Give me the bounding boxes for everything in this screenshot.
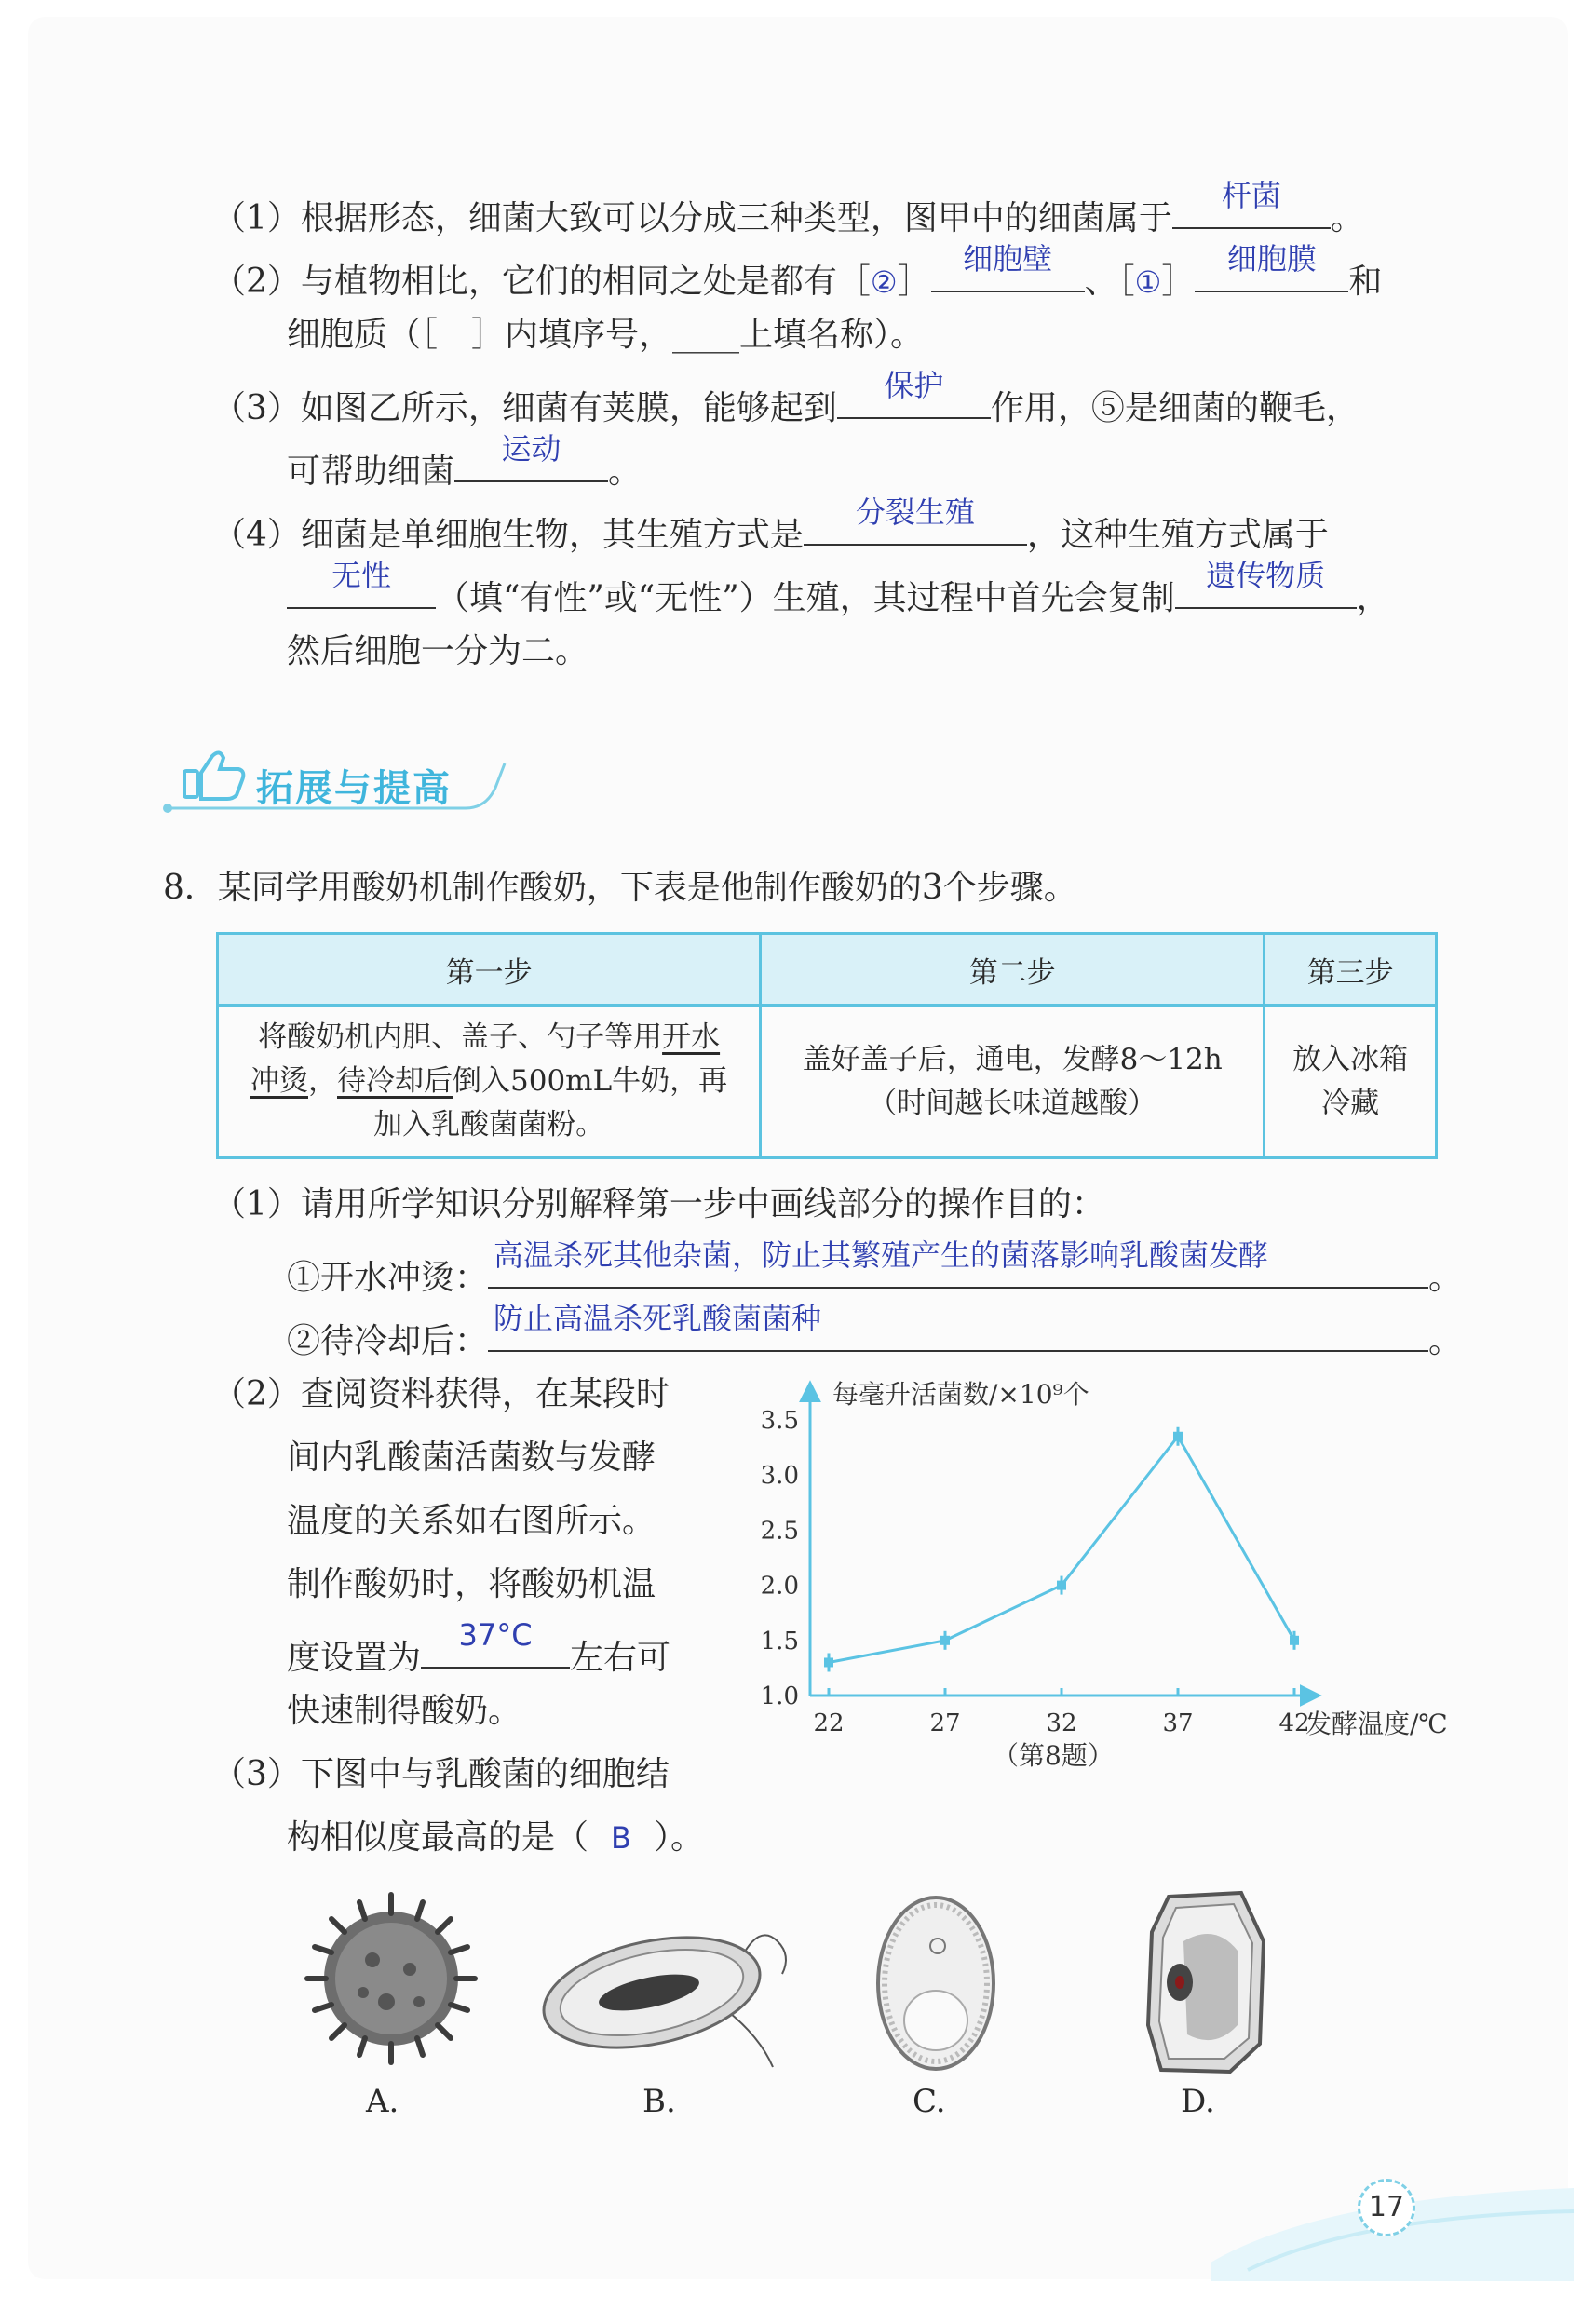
q7-part3-line2: 可帮助细菌 运动 。 [287, 439, 642, 494]
answer-text: 运动 [501, 431, 561, 466]
table-header-cell: 第一步 [218, 934, 761, 1006]
data-point [824, 1657, 833, 1667]
q8-part1-ii: ②待冷却后： 防止高温杀死乳酸菌菌种 。 [287, 1309, 1462, 1364]
q8-stem: 8．某同学用酸奶机制作酸奶，下表是他制作酸奶的3个步骤。 [163, 869, 1077, 907]
q7-p3-blank-1[interactable] [837, 368, 991, 419]
x-axis-label: 发酵温度/℃ [1305, 1709, 1448, 1739]
x-tick-label: 22 [813, 1709, 845, 1737]
q7-p3-blank-2[interactable] [454, 431, 608, 482]
q7-part2: （2）与植物相比，它们的相同之处是都有［②］ 细胞壁 、［①］ 细胞膜 和 [212, 250, 1382, 304]
q8-part1: （1）请用所学知识分别解释第一步中画线部分的操作目的： [212, 1185, 1105, 1223]
answer-number: ① [1134, 264, 1162, 300]
q8-part2-line1: （2）查阅资料获得，在某段时 [212, 1375, 670, 1413]
data-point [1173, 1432, 1183, 1441]
y-tick-label: 2.0 [760, 1572, 799, 1601]
q7-p1-text: （1）根据形态，细菌大致可以分成三种类型，图甲中的细菌属于 [212, 199, 1172, 237]
q7-part2-line2: 细胞质（［ ］内填序号，____上填名称）。 [287, 316, 925, 354]
y-tick-label: 1.0 [760, 1682, 799, 1710]
data-point [940, 1636, 950, 1645]
q7-p2-blank-1[interactable] [931, 241, 1085, 292]
q7-p4-blank-3[interactable] [1175, 558, 1357, 609]
data-point [1290, 1636, 1299, 1645]
data-point [1057, 1581, 1066, 1590]
virus-figure [298, 1885, 484, 2072]
q8-part3-line1: （3）下图中与乳酸菌的细胞结 [212, 1755, 670, 1793]
table-header-cell: 第二步 [761, 934, 1265, 1006]
answer-text: 保护 [884, 368, 944, 403]
answer-text: 细胞膜 [1226, 241, 1317, 277]
q7-part4-line3: 然后细胞一分为二。 [287, 632, 589, 670]
page-number: 17 [1358, 2179, 1415, 2236]
series-line [829, 1437, 1294, 1663]
step2-cell: 盖好盖子后，通电，发酵8～12h （时间越长味道越酸） [761, 1006, 1265, 1158]
steps-table [216, 932, 1438, 1159]
q7-p1-blank[interactable] [1172, 178, 1331, 229]
q7-part3: （3）如图乙所示，细菌有荚膜，能够起到 保护 作用，⑤是细菌的鞭毛， [212, 376, 1359, 431]
answer-text: 高温杀死其他杂菌，防止其繁殖产生的菌落影响乳酸菌发酵 [494, 1237, 1269, 1273]
q7-part4: （4）细菌是单细胞生物，其生殖方式是 分裂生殖 ，这种生殖方式属于 [212, 503, 1329, 558]
answer-number: ② [870, 264, 898, 300]
answer-text: 遗传物质 [1206, 558, 1326, 593]
q8-p1-blank-2[interactable] [488, 1301, 1428, 1352]
q8-part1-i: ①开水冲烫： 高温杀死其他杂菌，防止其繁殖产生的菌落影响乳酸菌发酵 。 [287, 1246, 1462, 1301]
q7-p4-blank-1[interactable] [804, 494, 1027, 546]
option-c-label[interactable]: C. [913, 2083, 946, 2120]
y-tick-label: 2.5 [760, 1517, 799, 1546]
q8-part3-line2: 构相似度最高的是（ B ）。 [287, 1816, 704, 1860]
step1-cell: 将酸奶机内胆、盖子、勺子等用开水 冲烫，待冷却后倒入500mL牛奶，再 加入乳酸菌菌粉。 [218, 1006, 761, 1158]
y-tick-label: 3.5 [760, 1407, 799, 1435]
answer-text: 分裂生殖 [855, 494, 975, 530]
table-header-row [218, 934, 1437, 1006]
q7-part4-line2: 无性 （填“有性”或“无性”）生殖，其过程中首先会复制 遗传物质 ， [287, 566, 1390, 621]
q8-part2-line2: 间内乳酸菌活菌数与发酵 [287, 1439, 656, 1477]
y-tick-label: 3.0 [760, 1462, 799, 1491]
answer-text: 37°C [458, 1617, 533, 1653]
answer-text: 无性 [331, 558, 391, 593]
temperature-chart [736, 1364, 1448, 1771]
answer-text: 细胞壁 [963, 241, 1053, 277]
bacterium-figure [535, 1904, 805, 2072]
chart-caption: （第8题） [993, 1740, 1114, 1771]
q7-part1: （1）根据形态，细菌大致可以分成三种类型，图甲中的细菌属于 杆菌 。 [212, 186, 1364, 241]
step3-cell: 放入冰箱 冷藏 [1265, 1006, 1437, 1158]
plant-cell-figure [1141, 1885, 1271, 2081]
thumbs-up-icon [184, 752, 243, 799]
option-d-label[interactable]: D. [1181, 2083, 1215, 2120]
q7-p2-blank-2[interactable] [1195, 241, 1348, 292]
answer-text: 杆菌 [1221, 178, 1281, 213]
q8-p1-blank-1[interactable] [488, 1237, 1428, 1289]
x-tick-label: 37 [1162, 1709, 1194, 1737]
x-tick-label: 32 [1046, 1709, 1077, 1737]
table-row [218, 1006, 1437, 1158]
section-title: 拓展与提高 [256, 767, 452, 810]
q8-part2-line4: 制作酸奶时，将酸奶机温 [287, 1565, 656, 1603]
y-axis-label: 每毫升活菌数/×10⁹个 [832, 1379, 1089, 1410]
answer-choice[interactable]: B [611, 1820, 631, 1856]
yeast-cell-figure [871, 1890, 1001, 2076]
q8-part2-line3: 温度的关系如右图所示。 [287, 1502, 656, 1540]
q8-p2-blank[interactable] [421, 1617, 570, 1669]
option-b-label[interactable]: B. [642, 2083, 676, 2120]
x-tick-label: 42 [1278, 1709, 1310, 1737]
table-header-cell: 第三步 [1265, 934, 1437, 1006]
q8-part2-line5: 度设置为 37°C 左右可 [287, 1626, 670, 1681]
q8-part2-line6: 快速制得酸奶。 [287, 1692, 522, 1730]
option-a-label[interactable]: A. [366, 2083, 399, 2120]
x-tick-label: 27 [929, 1709, 961, 1737]
q7-p4-blank-2[interactable] [287, 558, 436, 609]
y-tick-label: 1.5 [760, 1627, 799, 1655]
answer-text: 防止高温杀死乳酸菌菌种 [494, 1301, 822, 1336]
